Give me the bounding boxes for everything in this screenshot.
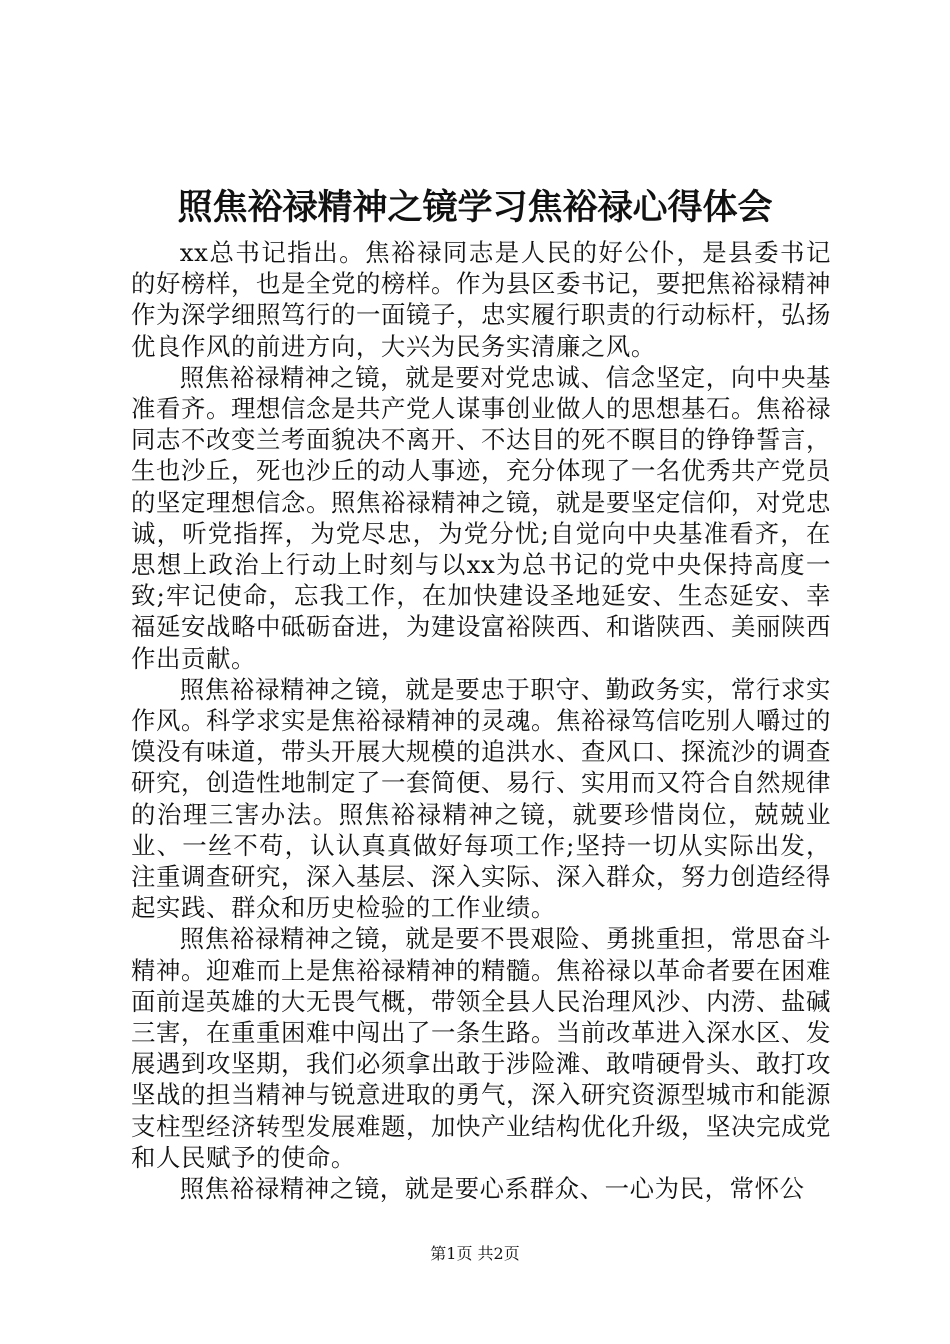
paragraph-1: xx总书记指出。焦裕禄同志是人民的好公仆，是县委书记的好榜样，也是全党的榜样。作为县区委书记，要把焦裕禄精神作为深学细照笃行的一面镜子，忠实履行职责的行动标杆，弘扬优良作风的前进方向，大兴为民务实清廉之风。 (131, 238, 831, 361)
document-title: 照焦裕禄精神之镜学习焦裕禄心得体会 (177, 187, 773, 228)
paragraph-3: 照焦裕禄精神之镜，就是要忠于职守、勤政务实，常行求实作风。科学求实是焦裕禄精神的灵魂。焦裕禄笃信吃别人嚼过的馍没有味道，带头开展大规模的追洪水、查风口、探流沙的调查研究，创造性地制定了一套简便、易行、实用而又符合自然规律的治理三害办法。照焦裕禄精神之镜，就要珍惜岗位，兢兢业业、一丝不苟，认认真真做好每项工作;坚持一切从实际出发，注重调查研究，深入基层、深入实际、深入群众，努力创造经得起实践、群众和历史检验的工作业绩。 (131, 674, 831, 923)
document-body (131, 237, 831, 1204)
paragraph-2: 照焦裕禄精神之镜，就是要对党忠诚、信念坚定，向中央基准看齐。理想信念是共产党人谋事创业做人的思想基石。焦裕禄同志不改变兰考面貌决不离开、不达目的死不瞑目的铮铮誓言，生也沙丘，死也沙丘的动人事迹，充分体现了一名优秀共产党员的坚定理想信念。照焦裕禄精神之镜，就是要坚定信仰，对党忠诚，听党指挥，为党尽忠，为党分忧;自觉向中央基准看齐，在思想上政治上行动上时刻与以xx为总书记的党中央保持高度一致;牢记使命，忘我工作，在加快建设圣地延安、生态延安、幸福延安战略中砥砺奋进，为建设富裕陕西、和谐陕西、美丽陕西作出贡献。 (131, 362, 831, 673)
paragraph-5: 照焦裕禄精神之镜，就是要心系群众、一心为民，常怀公 (179, 1174, 805, 1204)
paragraph-4: 照焦裕禄精神之镜，就是要不畏艰险、勇挑重担，常思奋斗精神。迎难而上是焦裕禄精神的精髓。焦裕禄以革命者要在困难面前逞英雄的大无畏气概，带领全县人民治理风沙、内涝、盐碱三害，在重重困难中闯出了一条生路。当前改革进入深水区、发展遇到攻坚期，我们必须拿出敢于涉险滩、敢啃硬骨头、敢打攻坚战的担当精神与锐意进取的勇气，深入研究资源型城市和能源支柱型经济转型发展难题，加快产业结构优化升级，坚决完成党和人民赋予的使命。 (131, 924, 831, 1172)
page-number-footer: 第1页 共2页 (430, 1244, 520, 1263)
